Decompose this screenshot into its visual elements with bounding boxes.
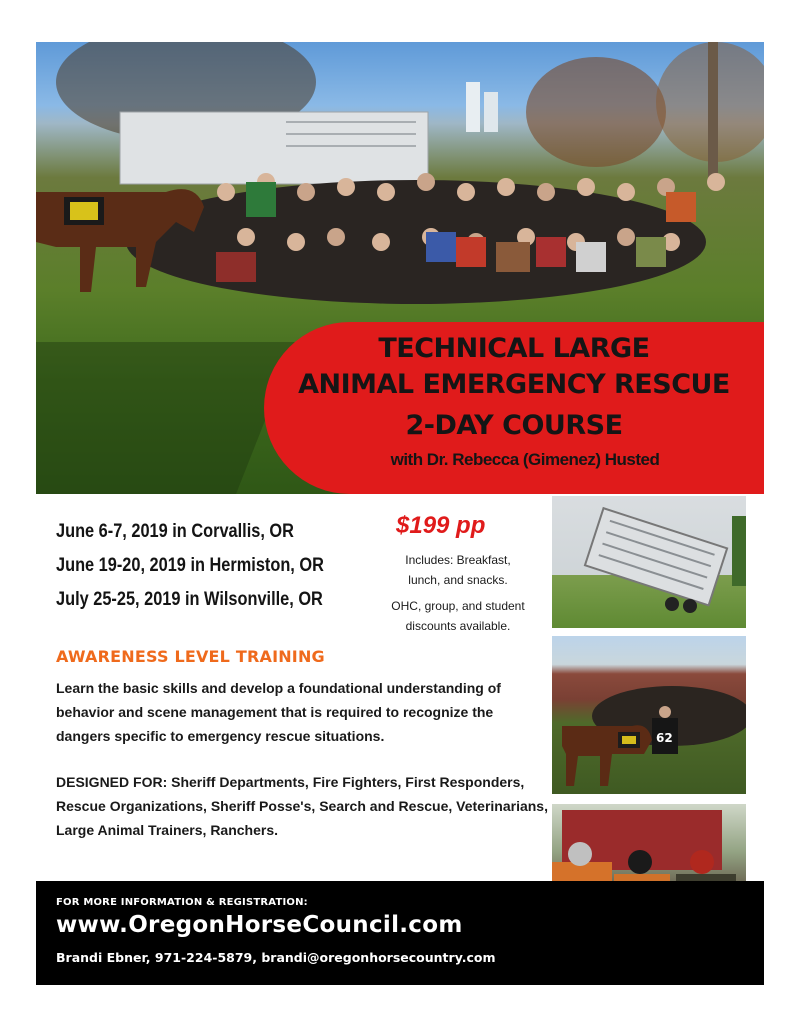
contact-line: Brandi Ebner, 971-224-5879, brandi@oregonhorsecountry.com [56, 950, 496, 965]
date-corvallis: June 6-7, 2019 in Corvallis, OR [56, 521, 294, 542]
designed-for: DESIGNED FOR: Sheriff Departments, Fire Fighters, First Responders, Rescue Organizations, Sheriff Posse's, Search and Rescue, Veterinarians, Large Animal Trainers, Ranchers. [56, 774, 548, 838]
includes-line-1: Includes: Breakfast, [405, 553, 511, 567]
course-dates [56, 517, 368, 619]
date-wilsonville: July 25-25, 2019 in Wilsonville, OR [56, 589, 323, 610]
info-label: FOR MORE INFORMATION & REGISTRATION: [56, 897, 308, 908]
discount-line-2: discounts available. [405, 619, 511, 633]
course-title-line-1: TECHNICAL LARGE [378, 333, 650, 364]
horse-crowd-illustration [552, 636, 746, 794]
includes-line-2: lunch, and snacks. [408, 573, 508, 587]
date-hermiston: June 19-20, 2019 in Hermiston, OR [56, 555, 324, 576]
discounts-text [380, 596, 536, 636]
includes-text [380, 550, 536, 590]
course-title-line-2: ANIMAL EMERGENCY RESCUE [298, 369, 730, 400]
horse-training-photo [552, 636, 746, 794]
awareness-description: Learn the basic skills and develop a foundational understanding of behavior and scene management that is required to recognize the dangers specific to emergency rescue situations. [56, 680, 501, 744]
discount-line-1: OHC, group, and student [391, 599, 525, 613]
awareness-heading: AWARENESS LEVEL TRAINING [56, 647, 325, 666]
course-instructor: with Dr. Rebecca (Gimenez) Husted [390, 450, 660, 469]
price: $199 pp [396, 512, 486, 539]
overturned-trailer-illustration [552, 496, 746, 628]
course-title-line-3: 2-DAY COURSE [405, 410, 623, 441]
trailer-photo [552, 496, 746, 628]
website-link[interactable]: www.OregonHorseCouncil.com [56, 912, 463, 938]
jersey-number: 62 [656, 731, 673, 745]
